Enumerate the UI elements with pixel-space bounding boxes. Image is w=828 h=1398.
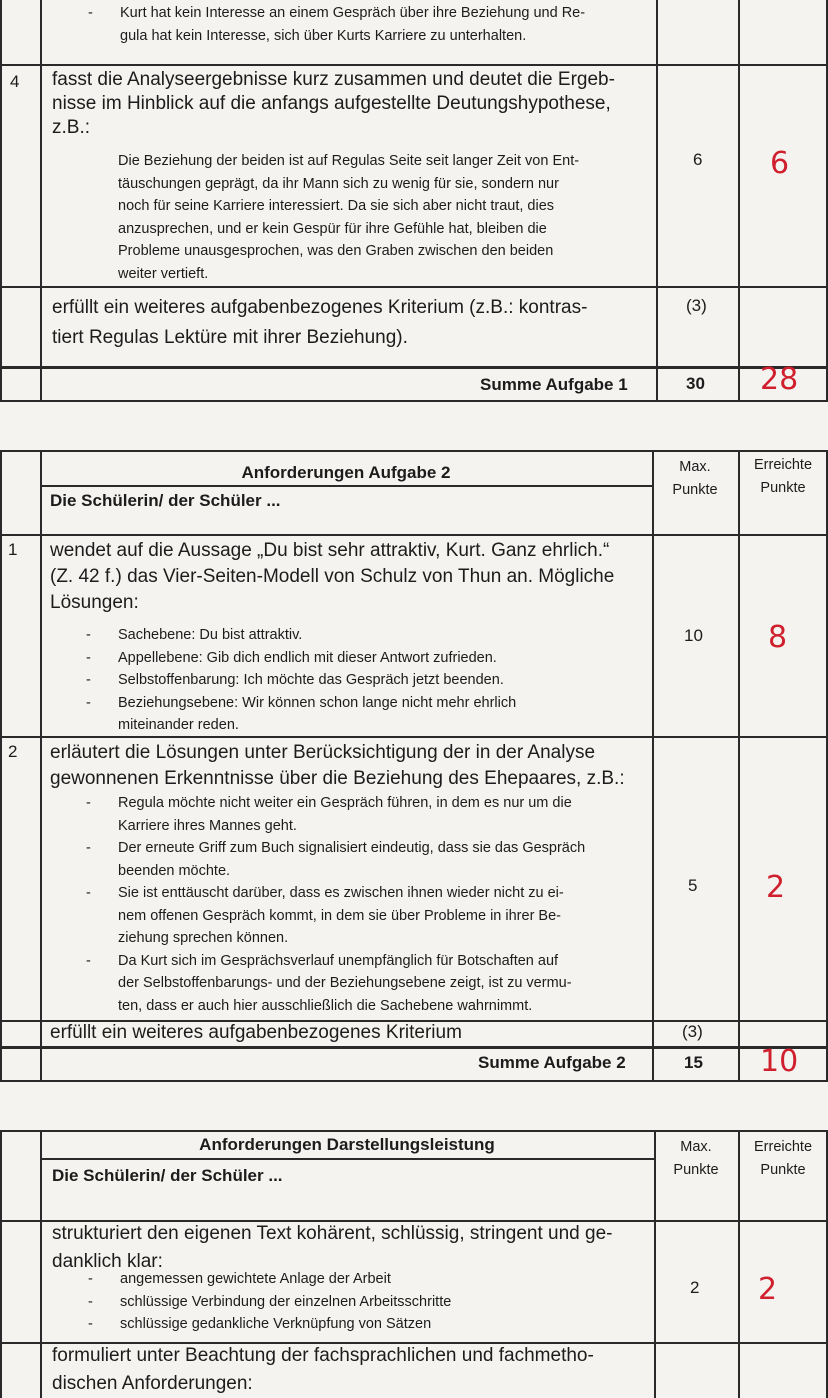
list-item: - Sie ist enttäuscht darüber, dass es zwischen ihnen wieder nicht zu ei- nem offenen Gespräch kommt, in dem sie über Probleme in ihrer Be- ziehung sprechen können. — [86, 885, 564, 946]
criterion-text: erläutert die Lösungen unter Berücksichtigung der in der Analyse gewonnenen Erkenntnisse über die Beziehung des Ehepaares, z.B.: — [50, 742, 625, 789]
criterion-text: formuliert unter Beachtung der fachsprachlichen und fachmetho- dischen Anforderungen: — [52, 1345, 594, 1394]
criterion-text: erfüllt ein weiteres aufgabenbezogenes Kriterium (z.B.: kontras- tiert Regulas Lektüre mit ihrer Beziehung). — [52, 297, 588, 348]
max-points: (3) — [686, 296, 707, 315]
max-points: 6 — [693, 150, 703, 169]
list-item: - angemessen gewichtete Anlage der Arbeit — [88, 1271, 391, 1287]
column-header-max: Max. Punkte — [672, 459, 718, 498]
list-item: - Da Kurt sich im Gesprächsverlauf unempfänglich für Botschaften auf der Selbstoffenbarungs- und der Beziehungsebene zeigt, ist zu vermu- ten, dass er auch hier ausschließlich die Sachebene wahrnimmt. — [86, 952, 572, 1014]
list-item: - schlüssige gedankliche Verknüpfung von Sätzen — [88, 1316, 432, 1332]
achieved-points: 8 — [768, 620, 788, 655]
achieved-points: 2 — [758, 1272, 778, 1307]
achieved-points: 2 — [766, 870, 786, 905]
bullet-list — [86, 624, 517, 737]
list-item: - Beziehungsebene: Wir können schon lange nicht mehr ehrlich miteinander reden. — [86, 694, 517, 733]
row-number: 1 — [8, 540, 18, 559]
list-item: - Selbstoffenbarung: Ich möchte das Gespräch jetzt beenden. — [86, 672, 504, 688]
sum-label: Summe Aufgabe 2 — [478, 1053, 626, 1072]
sum-label: Summe Aufgabe 1 — [480, 375, 628, 394]
max-points: 5 — [688, 876, 698, 895]
max-points: 10 — [684, 626, 703, 645]
bullet-list — [86, 792, 586, 1017]
table-subtitle: Die Schülerin/ der Schüler ... — [50, 491, 281, 510]
table-title: Anforderungen Aufgabe 2 — [241, 463, 451, 482]
criterion-text: erfüllt ein weiteres aufgabenbezogenes Kriterium — [50, 1022, 462, 1043]
achieved-points: 6 — [770, 146, 790, 181]
list-item: - Sachebene: Du bist attraktiv. — [86, 627, 303, 643]
criterion-text: fasst die Analyseergebnisse kurz zusammen und deutet die Ergeb- nisse im Hinblick auf die anfangs aufgestellte Deutungshypothese, z.B.: — [52, 69, 615, 138]
list-item: - Kurt hat kein Interesse an einem Gespräch über ihre Beziehung und Re- gula hat kein Interesse, sich über Kurts Karriere zu unterhalten. — [88, 5, 586, 44]
row-number: 2 — [8, 742, 18, 761]
table-title: Anforderungen Darstellungsleistung — [199, 1135, 495, 1154]
example-text: Die Beziehung der beiden ist auf Regulas Seite seit langer Zeit von Ent- täuschungen geprägt, da ihr Mann sich zu wenig für sie, sondern nur noch für seine Karriere interessiert. Da sie sich aber nicht traut, dies anzusprechen, und er kein Gespür für ihre Gefühle hat, bleiben die Probleme unausgesprochen, was den Graben zwischen den beiden weiter vertieft. — [118, 153, 580, 282]
table-subtitle: Die Schülerin/ der Schüler ... — [52, 1166, 283, 1185]
row-number: 4 — [10, 72, 20, 91]
sum-achieved: 28 — [760, 362, 799, 397]
list-item: - schlüssige Verbindung der einzelnen Arbeitsschritte — [88, 1293, 452, 1310]
bullet-list — [88, 1268, 452, 1336]
list-item: - Regula möchte nicht weiter ein Gespräch führen, in dem es nur um die Karriere ihres Mannes geht. — [86, 795, 572, 834]
sum-max: 15 — [684, 1053, 703, 1072]
sum-max: 30 — [686, 374, 705, 393]
column-header-achieved: Erreichte Punkte — [753, 457, 813, 496]
max-points: (3) — [682, 1022, 703, 1041]
list-item: - Appellebene: Gib dich endlich mit dieser Antwort zufrieden. — [86, 649, 497, 666]
max-points: 2 — [690, 1278, 700, 1297]
sum-achieved: 10 — [760, 1044, 799, 1079]
criterion-text: strukturiert den eigenen Text kohärent, schlüssig, stringent und ge- danklich klar: — [52, 1223, 613, 1272]
column-header-achieved: Erreichte Punkte — [753, 1139, 813, 1178]
criterion-text: wendet auf die Aussage „Du bist sehr attraktiv, Kurt. Ganz ehrlich.“ (Z. 42 f.) das Vier-Seiten-Modell von Schulz von Thun an. Mögliche Lösungen: — [50, 540, 615, 613]
column-header-max: Max. Punkte — [673, 1139, 719, 1178]
list-item: - Der erneute Griff zum Buch signalisiert eindeutig, dass sie das Gespräch beenden möchte. — [86, 840, 586, 879]
